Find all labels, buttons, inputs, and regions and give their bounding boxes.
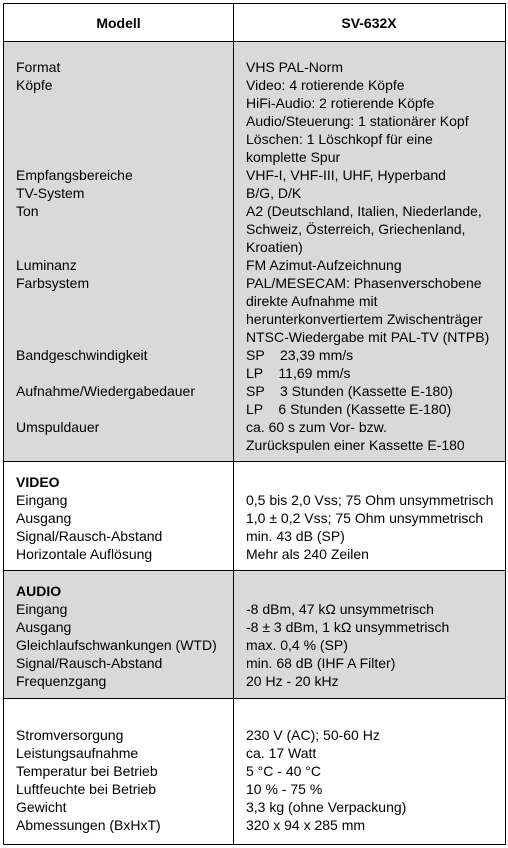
misc-values xyxy=(246,726,506,834)
spec-value: Löschen: 1 Löschkopf für eine xyxy=(246,131,433,147)
spec-label: Gewicht xyxy=(16,799,67,815)
column-divider xyxy=(233,4,234,844)
spec-label: Luftfeuchte bei Betrieb xyxy=(16,781,157,797)
section-title-audio: AUDIO xyxy=(16,583,62,599)
section-video xyxy=(4,461,505,570)
spec-value: 10 % - 75 % xyxy=(246,781,323,797)
spec-label: Ausgang xyxy=(16,510,72,526)
spec-value: NTSC-Wiedergabe mit PAL-TV (NTPB) xyxy=(246,329,490,345)
spec-value: ca. 60 s zum Vor- bzw. xyxy=(246,419,387,435)
spec-value: HiFi-Audio: 2 rotierende Köpfe xyxy=(246,95,435,111)
table-header xyxy=(4,4,505,42)
spec-label: Eingang xyxy=(16,492,68,508)
general-values xyxy=(246,58,506,454)
spec-value: Kroatien) xyxy=(246,239,303,255)
spec-label: Bandgeschwindigkeit xyxy=(16,347,148,363)
spec-value: 3,3 kg (ohne Verpackung) xyxy=(246,799,407,815)
spec-value: min. 43 dB (SP) xyxy=(246,528,345,544)
spec-label xyxy=(16,328,231,346)
spec-label: Umspuldauer xyxy=(16,419,100,435)
general-labels xyxy=(16,58,231,454)
spec-value: SP 23,39 mm/s xyxy=(246,347,354,363)
spec-value: 5 °C - 40 °C xyxy=(246,763,321,779)
spec-value: Mehr als 240 Zeilen xyxy=(246,546,369,562)
spec-value: Zurückspulen einer Kassette E-180 xyxy=(246,437,465,453)
video-values xyxy=(246,491,506,563)
audio-labels xyxy=(16,582,231,690)
spec-label: Signal/Rausch-Abstand xyxy=(16,655,163,671)
spec-label xyxy=(16,148,231,166)
spec-value: SP 3 Stunden (Kassette E-180) xyxy=(246,383,453,399)
section-audio xyxy=(4,570,505,698)
spec-label xyxy=(16,238,231,256)
spec-value: 230 V (AC); 50-60 Hz xyxy=(246,727,380,743)
section-general-2 xyxy=(4,698,505,844)
spec-value: -8 ± 3 dBm, 1 kΩ unsymmetrisch xyxy=(246,619,450,635)
spec-label: Stromversorgung xyxy=(16,727,124,743)
spec-label xyxy=(16,130,231,148)
spec-value: Audio/Steuerung: 1 stationärer Kopf xyxy=(246,113,469,129)
spec-value: herunterkonvertiertem Zwischenträger xyxy=(246,311,483,327)
spec-value: 320 x 94 x 285 mm xyxy=(246,817,366,833)
spec-label xyxy=(16,436,231,454)
spec-label: Abmessungen (BxHxT) xyxy=(16,817,161,833)
spec-value: ca. 17 Watt xyxy=(246,745,317,761)
spec-value: LP 11,69 mm/s xyxy=(246,365,351,381)
spec-value: direkte Aufnahme mit xyxy=(246,293,378,309)
spec-label xyxy=(16,292,231,310)
section-title-video: VIDEO xyxy=(16,474,60,490)
spec-label: Ausgang xyxy=(16,619,72,635)
spec-label: Format xyxy=(16,59,61,75)
spec-value: -8 dBm, 47 kΩ unsymmetrisch xyxy=(246,601,434,617)
header-model-value: SV-632X xyxy=(341,15,397,31)
spec-label: Temperatur bei Betrieb xyxy=(16,763,158,779)
spec-value: komplette Spur xyxy=(246,149,341,165)
spec-value: Video: 4 rotierende Köpfe xyxy=(246,77,405,93)
spec-value: FM Azimut-Aufzeichnung xyxy=(246,257,402,273)
spec-label: Eingang xyxy=(16,601,68,617)
spec-label: Köpfe xyxy=(16,77,53,93)
section-general xyxy=(4,42,505,461)
spec-label xyxy=(16,220,231,238)
spec-label xyxy=(16,112,231,130)
spec-value: max. 0,4 % (SP) xyxy=(246,637,348,653)
spec-label: Farbsystem xyxy=(16,275,90,291)
spec-label: Horizontale Auflösung xyxy=(16,546,153,562)
spec-label: Empfangsbereiche xyxy=(16,167,133,183)
spec-label: Frequenzgang xyxy=(16,673,107,689)
spec-value: PAL/MESECAM: Phasenverschobene xyxy=(246,275,482,291)
spec-label: Ton xyxy=(16,203,39,219)
spec-value: B/G, D/K xyxy=(246,185,302,201)
header-model-label: Modell xyxy=(96,15,141,31)
spec-label: Leistungsaufnahme xyxy=(16,745,139,761)
spec-label: TV-System xyxy=(16,185,85,201)
misc-labels xyxy=(16,726,231,834)
audio-values xyxy=(246,600,506,690)
spec-label: Gleichlaufschwankungen (WTD) xyxy=(16,637,217,653)
spec-label xyxy=(16,400,231,418)
spec-value: 0,5 bis 2,0 Vss; 75 Ohm unsymmetrisch xyxy=(246,492,494,508)
spec-value: VHS PAL-Norm xyxy=(246,59,343,75)
spec-value: Schweiz, Österreich, Griechenland, xyxy=(246,221,466,237)
spec-label: Aufnahme/Wiedergabedauer xyxy=(16,383,196,399)
spec-label: Luminanz xyxy=(16,257,77,273)
spec-label xyxy=(16,310,231,328)
spec-value: 20 Hz - 20 kHz xyxy=(246,673,339,689)
video-labels xyxy=(16,473,231,563)
spec-value: A2 (Deutschland, Italien, Niederlande, xyxy=(246,203,482,219)
spec-value: min. 68 dB (IHF A Filter) xyxy=(246,655,396,671)
spec-label xyxy=(16,364,231,382)
spec-label xyxy=(16,94,231,112)
spec-value: VHF-I, VHF-III, UHF, Hyperband xyxy=(246,167,446,183)
spec-value: LP 6 Stunden (Kassette E-180) xyxy=(246,401,452,417)
spec-value: 1,0 ± 0,2 Vss; 75 Ohm unsymmetrisch xyxy=(246,510,484,526)
spec-label: Signal/Rausch-Abstand xyxy=(16,528,163,544)
spec-table xyxy=(3,3,506,845)
